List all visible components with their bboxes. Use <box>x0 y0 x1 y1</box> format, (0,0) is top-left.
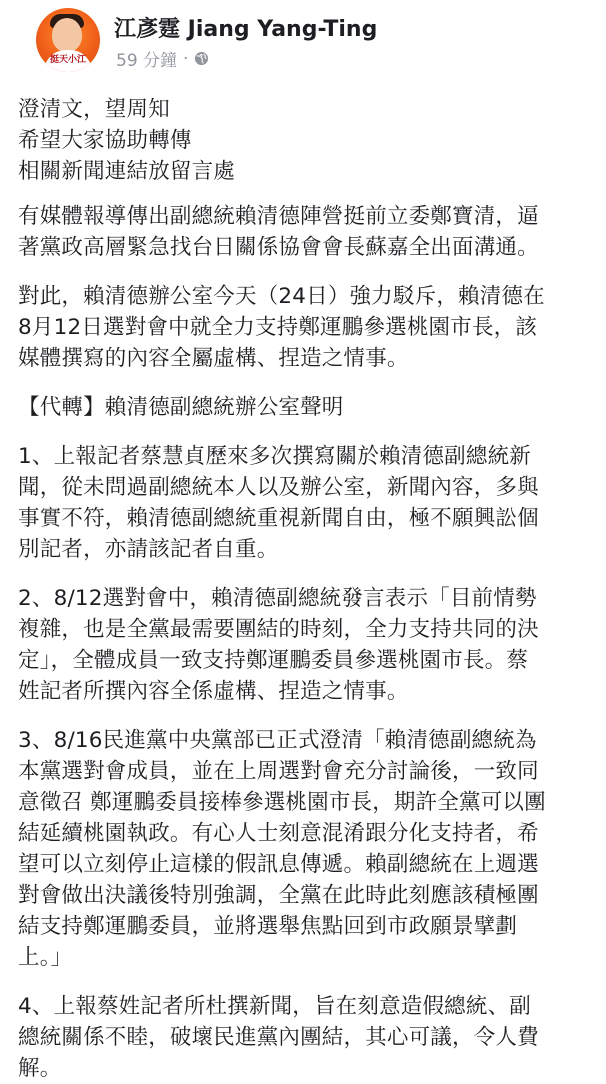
paragraph-line: 4、上報蔡姓記者所杜撰新聞，旨在刻意造假總統、副 <box>18 994 531 1019</box>
paragraph-line: 8月12日選對會中就全力支持鄭運鵬參選桃園市長，該 <box>18 315 538 340</box>
post-intro <box>18 94 592 187</box>
paragraph-line: 有媒體報導傳出副總統賴清德陣營挺前立委鄭寶清，逼 <box>18 204 539 229</box>
post-body <box>18 82 592 1084</box>
avatar-face <box>52 18 82 52</box>
avatar-badge-text: 挺天小江 <box>49 55 86 65</box>
statement-point-4 <box>18 991 592 1084</box>
paragraph-line: 本黨選對會成員，並在上周選對會充分討論後，一致同 <box>18 759 539 784</box>
paragraph-line: 對會做出決議後特別強調，全黨在此時此刻應該積極團 <box>18 883 539 908</box>
paragraph-line: 別記者，亦請該記者自重。 <box>18 537 279 562</box>
intro-line: 澄清文，望周知 <box>18 97 170 122</box>
paragraph-line: 姓記者所撰內容全係虛構、捏造之情事。 <box>18 679 409 704</box>
meta-separator: · <box>183 48 189 69</box>
paragraph-line: 望可以立刻停止這樣的假訊息傳遞。賴副總統在上週選 <box>18 852 539 877</box>
paragraph-line: 上。」 <box>18 945 73 970</box>
author-name[interactable]: 江彥霆 Jiang Yang-Ting <box>114 17 378 42</box>
paragraph-line: 2、8/12選對會中，賴清德副總統發言表示「目前情勢 <box>18 586 537 611</box>
paragraph-line: 定」，全體成員一致支持鄭運鵬委員參選桃園市長。蔡 <box>18 648 529 673</box>
post-paragraph <box>18 281 592 374</box>
paragraph-line: 對此，賴清德辦公室今天（24日）強力駁斥，賴清德在 <box>18 284 545 309</box>
paragraph-line: 總統關係不睦，破壞民進黨內團結，其心可議，令人費 <box>18 1025 539 1050</box>
statement-point-3 <box>18 725 592 973</box>
post-header <box>18 0 592 82</box>
paragraph-line: 聞，從未問過副總統本人以及辦公室，新聞內容，多與 <box>18 475 539 500</box>
paragraph-line: 媒體撰寫的內容全屬虛構、捏造之情事。 <box>18 346 409 371</box>
post-timestamp[interactable]: 59 分鐘 <box>116 51 178 71</box>
paragraph-line: 解。 <box>18 1056 62 1081</box>
paragraph-line: 事實不符，賴清德副總統重視新聞自由，極不願興訟個 <box>18 506 539 531</box>
globe-icon[interactable] <box>194 51 209 66</box>
paragraph-line: 1、上報記者蔡慧貞歷來多次撰寫關於賴清德副總統新 <box>18 444 531 469</box>
statement-heading <box>18 392 592 423</box>
post-paragraph <box>18 201 592 263</box>
paragraph-line: 【代轉】賴清德副總統辦公室聲明 <box>18 395 344 420</box>
paragraph-line: 3、8/16民進黨中央黨部已正式澄清「賴清德副總統為 <box>18 728 537 753</box>
author-avatar[interactable] <box>36 8 100 72</box>
paragraph-line: 複雜，也是全黨最需要團結的時刻，全力支持共同的決 <box>18 617 539 642</box>
paragraph-line: 著黨政高層緊急找台日關係協會會長蘇嘉全出面溝通。 <box>18 235 539 260</box>
statement-point-1 <box>18 441 592 565</box>
paragraph-line: 意徵召 鄭運鵬委員接棒參選桃園市長，期許全黨可以團 <box>18 790 546 815</box>
intro-line: 希望大家協助轉傳 <box>18 128 192 153</box>
post-meta <box>116 46 209 71</box>
paragraph-line: 結支持鄭運鵬委員，並將選舉焦點回到市政願景擘劃 <box>18 914 518 939</box>
paragraph-line: 結延續桃園執政。有心人士刻意混淆跟分化支持者，希 <box>18 821 539 846</box>
statement-point-2 <box>18 583 592 707</box>
intro-line: 相關新聞連結放留言處 <box>18 159 236 184</box>
